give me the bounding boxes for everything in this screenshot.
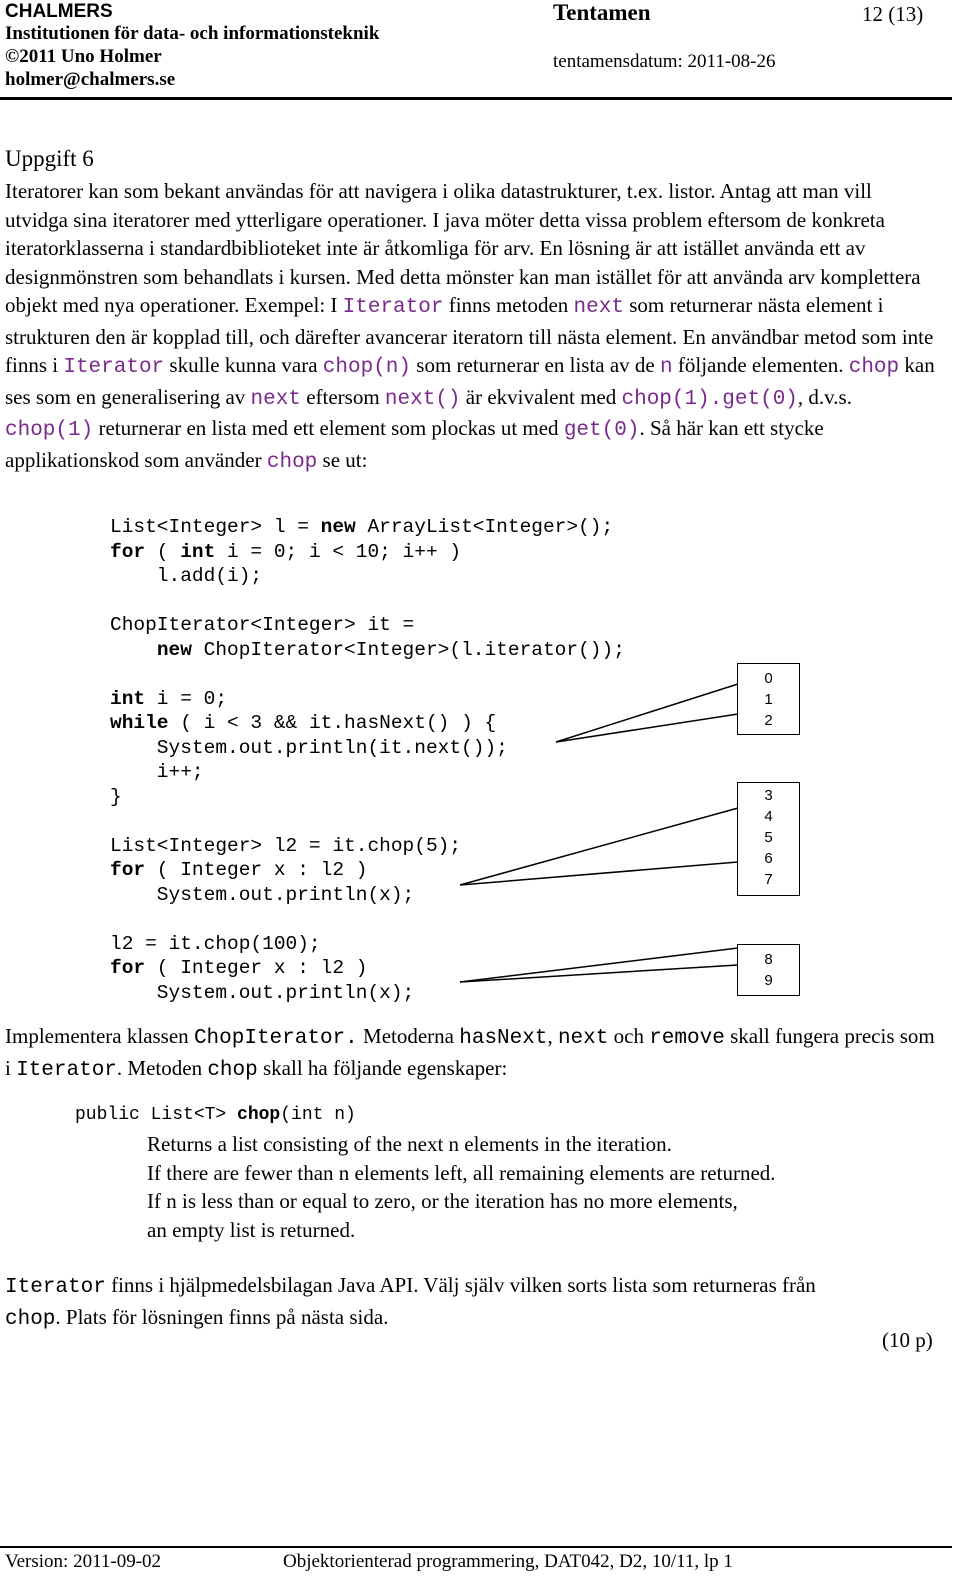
code-line: for ( Integer x : l2 ): [110, 859, 368, 881]
page-number: 12 (13): [862, 2, 924, 26]
author-email: holmer@chalmers.se: [5, 69, 176, 90]
output-value: 0: [764, 670, 773, 687]
code-line: System.out.println(x);: [110, 883, 415, 906]
output-box-1: [737, 663, 800, 735]
output-value: 8: [764, 951, 773, 968]
version: Version: 2011-09-02: [5, 1551, 162, 1572]
code-line: new ChopIterator<Integer>(l.iterator());: [156, 638, 625, 661]
output-value: 5: [764, 829, 773, 846]
code-line: for ( int i = 0; i < 10; i++ ): [110, 540, 462, 563]
code-line: l.add(i);: [110, 565, 263, 587]
output-box-3: [737, 944, 800, 996]
callout-line: [460, 965, 738, 982]
code-line: System.out.println(x);: [110, 981, 415, 1004]
org-name: CHALMERS: [5, 1, 113, 22]
code-line: l2 = it.chop(100);: [110, 932, 321, 955]
exam-date: tentamensdatum: 2011-08-26: [553, 51, 776, 72]
output-value: 2: [764, 712, 773, 729]
callout-line: [460, 948, 738, 982]
impl-paragraph: Implementera klassen ChopIterator. Metoderna hasNext, next och remove skall fungera precis som i Iterator. Metoden chop skall ha följande egenskaper:: [5, 1024, 935, 1082]
spec-line: If n is less than or equal to zero, or the iteration has no more elements,: [147, 1189, 738, 1213]
footer-rule: [0, 1546, 952, 1548]
output-value: 9: [764, 972, 773, 989]
spec-line: Returns a list consisting of the next n elements in the iteration.: [147, 1132, 672, 1156]
method-signature: public List<T> chop(int n): [75, 1105, 356, 1125]
callout-line: [556, 714, 738, 742]
method-spec: [147, 1130, 776, 1244]
code-line: for ( Integer x : l2 ): [110, 957, 368, 979]
course-info: Objektorienterad programmering, DAT042, D2, 10/11, lp 1: [283, 1551, 733, 1572]
code-line: List<Integer> l = new ArrayList<Integer>();: [110, 516, 614, 538]
output-value: 1: [764, 691, 773, 708]
output-box-2: [737, 782, 800, 896]
code-line: i++;: [110, 761, 204, 783]
output-value: 6: [764, 850, 773, 867]
code-line: }: [110, 785, 122, 808]
code-line: ChopIterator<Integer> it =: [110, 614, 415, 636]
code-line: while ( i < 3 && it.hasNext() ) {: [110, 712, 497, 734]
code-line: int i = 0;: [110, 687, 228, 710]
code-line: List<Integer> l2 = it.chop(5);: [110, 834, 462, 857]
spec-line: If there are fewer than n elements left, all remaining elements are returned.: [147, 1160, 776, 1185]
api-paragraph: Iterator finns i hjälpmedelsbilagan Java API. Välj själv vilken sorts lista som returneras från chop. Plats för lösningen finns på nästa sida.: [5, 1273, 816, 1331]
output-value: 7: [764, 871, 773, 888]
points: (10 p): [882, 1328, 933, 1352]
code-line: System.out.println(it.next());: [110, 736, 508, 759]
intro-paragraph: Iteratorer kan som bekant användas för att navigera i olika datastrukturer, t.ex. listor. Antag att man vill utvidga sina iteratorer med ytterligare operationer. I java möter detta vissa problem eftersom de konkreta iteratorklasserna i standardbiblioteket inte är åtkomliga för arv. En lösning är att istället använda ett av designmönstren som behandlats i kursen. Med detta mönster kan man istället för att använda arv komplettera objekt med nya operationer. Exempel: I Iterator finns metoden next som returnerar nästa element i strukturen den är kopplad till, och därefter avancerar iteratorn till nästa element. En användbar metod som inte finns i Iterator skulle kunna vara chop(n) som returnerar en lista av de n följande elementen. chop kan ses som en generalisering av next eftersom next() är ekvivalent med chop(1).get(0), d.v.s. chop(1) returnerar en lista med ett element som plockas ut med get(0). Så här kan ett stycke applikationskod som använder chop se ut:: [5, 179, 935, 474]
output-value: 3: [764, 787, 773, 804]
callout-line: [556, 684, 738, 742]
department: Institutionen för data- och informationsteknik: [5, 23, 380, 44]
spec-line: an empty list is returned.: [147, 1217, 356, 1242]
task-heading: Uppgift 6: [5, 146, 94, 171]
doc-title: Tentamen: [553, 0, 651, 25]
copyright: ©2011 Uno Holmer: [5, 46, 162, 67]
output-value: 4: [764, 808, 773, 825]
